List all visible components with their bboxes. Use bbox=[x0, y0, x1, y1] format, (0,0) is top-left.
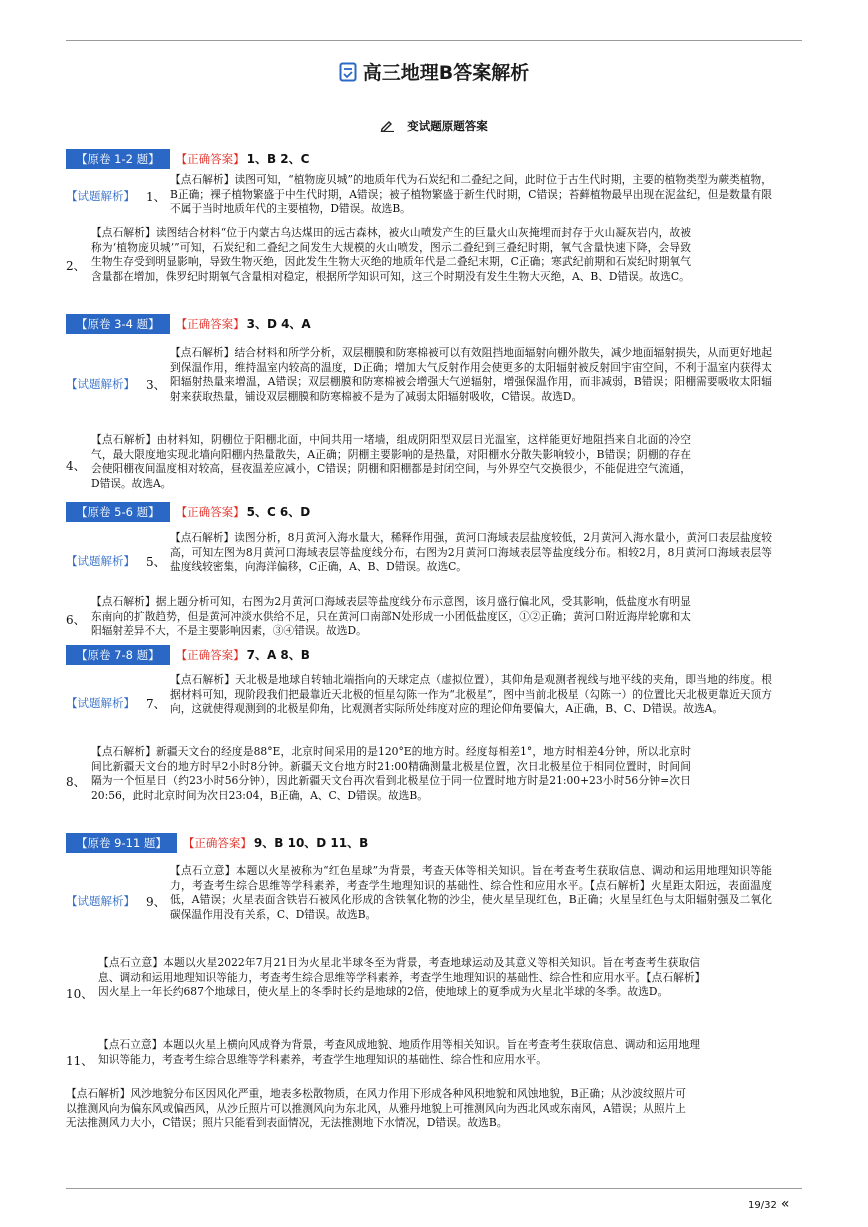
original-question-tag: 【原卷 1-2 题】 bbox=[66, 149, 170, 169]
item-number: 4、 bbox=[66, 459, 86, 473]
correct-answer-label: 【正确答案】 bbox=[175, 317, 245, 331]
item-number: 1、 bbox=[146, 190, 166, 204]
document-check-icon bbox=[339, 62, 357, 87]
item-number: 11、 bbox=[66, 1054, 94, 1068]
explanation-paragraph: 【点石解析】读图可知，“植物庞贝城”的地质年代为石炭纪和二叠纪之间，此时位于古生代时期，主要的植物类型为蕨类植物，B正确；裸子植物繁盛于中生代时期，A错误；被子植物繁盛于新生代时期，C错误；苔藓植物最早出现在泥盆纪，但是数量有限不属于当时地质年代的主要植物，D错误。故选B。 bbox=[170, 173, 772, 215]
page-back-arrow-icon[interactable]: « bbox=[780, 1196, 790, 1212]
explanation-paragraph: 【点石立意】本题以火星被称为“红色星球”为背景，考查天体等相关知识。旨在考查考生获取信息、调动和运用地理知识等能力，考查考生综合思维等学科素养，考查学生地理知识的基础性、综合性和应用水平。【点石解析】火星距太阳远，表面温度低，A错误；火星表面含铁岩石被风化形成的含铁氧化物的沙尘，使火星呈现红色，B正确；火星呈红色与太阳辐射强及二氧化碳保温作用没有关系，C、D错误。故选B。 bbox=[170, 864, 772, 921]
page-number: 19/32 bbox=[748, 1200, 777, 1211]
analysis-label: 【试题解析】 bbox=[66, 377, 135, 391]
question-group-header bbox=[66, 833, 368, 853]
pencil-note-icon bbox=[380, 119, 395, 135]
explanation-paragraph: 【点石解析】新疆天文台的经度是88°E，北京时间采用的是120°E的地方时。经度每相差1°，地方时相差4分钟，所以北京时间比新疆天文台的地方时早2小时8分钟。新疆天文台地方时21:00精确测量北极星位置，次日北极星位于相同位置时，时间间隔为一个恒星日（约23小时56分钟），因此新疆天文台再次看到北极星位于同一位置时地方时是21:00+23小时56分钟=次日20:56，此时北京时间为次日23:04，B正确，A、C、D错误。故选B。 bbox=[91, 745, 691, 802]
page-title bbox=[0, 58, 868, 87]
item-number: 5、 bbox=[146, 555, 166, 569]
explanation-paragraph: 【点石解析】天北极是地球自转轴北端指向的天球定点（虚拟位置），其仰角是观测者视线与地平线的夹角，即当地的纬度。根据材料可知，现阶段我们把最靠近天北极的恒星勾陈一作为“北极星”，图中当前北极星（勾陈一）的位置比天北极更靠近天顶方向，这就使得观测到的北极星仰角，比观测者实际所处纬度对应的理论仰角要偏大，A正确，B、C、D错误。故选A。 bbox=[170, 673, 772, 715]
explanation-paragraph: 【点石解析】风沙地貌分布区因风化严重，地表多松散物质，在风力作用下形成各种风积地貌和风蚀地貌，B正确；从沙波纹照片可以推测风向为偏东风或偏西风，从沙丘照片可以推测风向为东北风，从雅丹地貌上可推测风向为西北风或东南风，A错误；从照片上无法推测风力大小，C错误；照片只能看到表面情况，无法推测地下水情况，D错误。故选B。 bbox=[66, 1087, 686, 1129]
correct-answer-label: 【正确答案】 bbox=[182, 836, 252, 850]
item-number: 6、 bbox=[66, 613, 86, 627]
top-rule bbox=[66, 40, 802, 41]
item-number: 7、 bbox=[146, 697, 166, 711]
answer-values: 9、B 10、D 11、B bbox=[253, 836, 369, 850]
question-group-header bbox=[66, 502, 310, 522]
original-question-tag: 【原卷 3-4 题】 bbox=[66, 314, 170, 334]
item-number: 9、 bbox=[146, 895, 166, 909]
explanation-paragraph: 【点石解析】由材料知，阴棚位于阳棚北面，中间共用一堵墙，组成阴阳型双层日光温室，这样能更好地阻挡来自北面的冷空气，最大限度地实现北墙向阳棚内热量散失，A正确；阴棚主要影响的是热量，对阳棚水分散失影响较小，B错误；阴棚的存在会使阳棚夜间温度相对较高，昼夜温差应减小，C错误；阴棚和阳棚都是封闭空间，与外界空气交换很少，不能促进空气流通，D错误。故选A。 bbox=[91, 433, 691, 490]
section-subtitle bbox=[0, 118, 868, 135]
explanation-paragraph: 【点石解析】结合材料和所学分析，双层棚膜和防寒棉被可以有效阻挡地面辐射向棚外散失，减少地面辐射损失，从而更好地起到保温作用，维持温室内较高的温度，D正确；增加大气反射作用会使更多的太阳辐射被反射回宇宙空间，不利于温室内获得太阳辐射热量来增温，A错误；双层棚膜和防寒棉被会增强大气逆辐射，增强保温作用，而非减弱，B错误；阳棚需要吸收太阳辐射来获取热量，铺设双层棚膜和防寒棉被不是为了减弱太阳辐射吸收，C错误。故选D。 bbox=[170, 346, 772, 403]
bottom-rule bbox=[66, 1188, 802, 1189]
answer-values: 1、B 2、C bbox=[246, 152, 310, 166]
subtitle-text: 变试题原题答案 bbox=[407, 119, 488, 133]
correct-answer-label: 【正确答案】 bbox=[175, 648, 245, 662]
question-group-header bbox=[66, 314, 311, 334]
question-group-header bbox=[66, 149, 309, 169]
answer-values: 5、C 6、D bbox=[246, 505, 311, 519]
explanation-paragraph: 【点石解析】读图结合材料“位于内蒙古乌达煤田的远古森林，被火山喷发产生的巨量火山灰掩埋而封存于火山凝灰岩内，故被称为‘植物庞贝城’”可知，石炭纪和二叠纪之间发生大规模的火山喷发，图示二叠纪到三叠纪时期，氧气含量快速下降，会导致生物生存受到明显影响，导致生物灭绝，因此发生生物大灭绝的地质年代是二叠纪末期，C正确；寒武纪前期和石炭纪时期氧气含量都在增加，侏罗纪时期氧气含量相对稳定，根据所学知识可知，这三个时期没有发生生物大灭绝，A、B、D错误。故选C。 bbox=[91, 226, 691, 283]
explanation-paragraph: 【点石立意】本题以火星上横向风成脊为背景，考查风成地貌、地质作用等相关知识。旨在考查考生获取信息、调动和运用地理知识等能力，考查考生综合思维等学科素养，考查学生地理知识的基础性、综合性和应用水平。 bbox=[98, 1038, 700, 1066]
analysis-label: 【试题解析】 bbox=[66, 894, 135, 908]
answer-values: 3、D 4、A bbox=[246, 317, 311, 331]
explanation-paragraph: 【点石解析】据上题分析可知，右图为2月黄河口海域表层等盐度线分布示意图，该月盛行偏北风，受其影响，低盐度水有明显东南向的扩散趋势，但是黄河冲淡水供给不足，只在黄河口南部N处形成一小团低盐度区，①②正确；黄河口附近海岸轮廓和太阳辐射差异不大，不是主要影响因素，③④错误。故选D。 bbox=[91, 595, 691, 637]
original-question-tag: 【原卷 5-6 题】 bbox=[66, 502, 170, 522]
correct-answer-label: 【正确答案】 bbox=[175, 505, 245, 519]
explanation-paragraph: 【点石解析】读图分析，8月黄河入海水量大，稀释作用强，黄河口海域表层盐度较低，2月黄河入海水量小，黄河口表层盐度较高，可知左图为8月黄河口海域表层等盐度线分布，右图为2月黄河口海域表层等盐度线分布。相较2月，8月黄河口海域表层等盐度线较密集，向海洋偏移，C正确，A、B、D错误。故选C。 bbox=[170, 531, 772, 573]
correct-answer-label: 【正确答案】 bbox=[175, 152, 245, 166]
question-group-header bbox=[66, 645, 310, 665]
explanation-paragraph: 【点石立意】本题以火星2022年7月21日为火星北半球冬至为背景，考查地球运动及其意义等相关知识。旨在考查考生获取信息、调动和运用地理知识等能力，考查考生综合思维等学科素养，考查学生地理知识的基础性、综合性和应用水平。【点石解析】因火星上一年长约687个地球日，使火星上的冬季时长约是地球的2倍，使地球上的夏季成为火星北半球的冬季。故选D。 bbox=[98, 956, 700, 998]
original-question-tag: 【原卷 7-8 题】 bbox=[66, 645, 170, 665]
item-number: 3、 bbox=[146, 378, 166, 392]
analysis-label: 【试题解析】 bbox=[66, 189, 135, 203]
item-number: 8、 bbox=[66, 775, 86, 789]
original-question-tag: 【原卷 9-11 题】 bbox=[66, 833, 177, 853]
analysis-label: 【试题解析】 bbox=[66, 554, 135, 568]
item-number: 10、 bbox=[66, 987, 94, 1001]
answer-values: 7、A 8、B bbox=[246, 648, 310, 662]
page-indicator bbox=[748, 1196, 789, 1212]
title-text: 高三地理B答案解析 bbox=[362, 62, 530, 84]
item-number: 2、 bbox=[66, 259, 86, 273]
analysis-label: 【试题解析】 bbox=[66, 696, 135, 710]
